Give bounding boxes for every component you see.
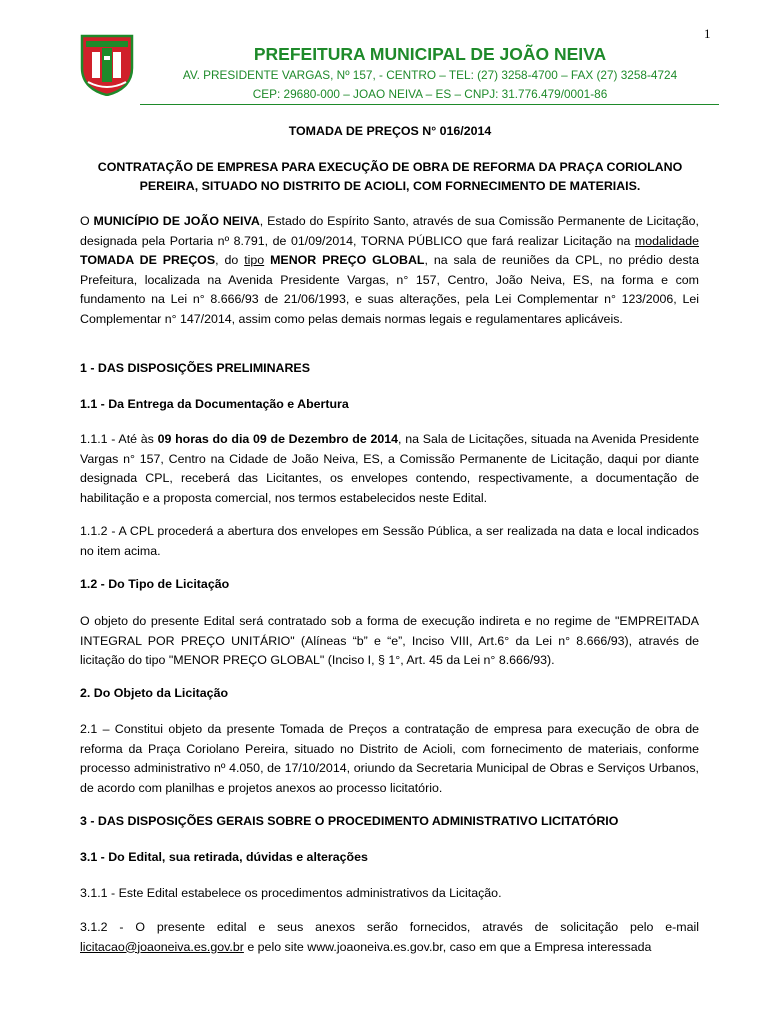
- header-divider: [140, 104, 719, 105]
- intro-paragraph: O MUNICÍPIO DE JOÃO NEIVA, Estado do Espírito Santo, através de sua Comissão Permanente de Licitação, designada pela Portaria nº 8.791, de 01/09/2014, TORNA PÚBLICO que fará realizar Licitação na modalidade TOMADA DE PREÇOS, do tipo MENOR PREÇO GLOBAL, na sala de reuniões da CPL, no prédio desta Prefeitura, localizada na Avenida Presidente Vargas, n° 157, Centro, João Neiva, ES, na forma e com fundamento na Lei n° 8.666/93 de 21/06/1993, e suas alterações, pela Lei Complementar n° 123/2006, Lei Complementar n° 147/2014, assim como pelas demais normas legais e regulamentares aplicáveis.: [80, 214, 700, 326]
- section-3-1-heading: 3.1 - Do Edital, sua retirada, dúvidas e alterações: [80, 850, 368, 864]
- email-link[interactable]: licitacao@joaoneiva.es.gov.br: [80, 939, 244, 954]
- municipal-coat-of-arms-logo: [80, 34, 134, 96]
- object-title-line-2: PEREIRA, SITUADO NO DISTRITO DE ACIOLI, COM FORNECIMENTO DE MATERIAIS.: [139, 179, 641, 193]
- section-2-heading: 2. Do Objeto da Licitação: [80, 686, 229, 700]
- municipality-title: PREFEITURA MUNICIPAL DE JOÃO NEIVA: [253, 44, 607, 64]
- paragraph-1-1-2: 1.1.2 - A CPL procederá a abertura dos envelopes em Sessão Pública, a ser realizada na data e local indicados no item acima.: [80, 524, 699, 558]
- section-1-heading: 1 - DAS DISPOSIÇÕES PRELIMINARES: [80, 361, 310, 375]
- page-number: 1: [704, 26, 711, 41]
- paragraph-1-1-1: 1.1.1 - Até às 09 horas do dia 09 de Dezembro de 2014, na Sala de Licitações, situada na Avenida Presidente Vargas n° 157, Centro na Cidade de João Neiva, ES, a Comissão Permanente de Licitação, daqui por diante designada CPL, receberá das Licitantes, os envelopes contendo, respectivamente, a documentação de habilitação e a proposta comercial, nos termos estabelecidos neste Edital.: [80, 432, 699, 505]
- paragraph-3-1-2: 3.1.2 - O presente edital e seus anexos serão fornecidos, através de solicitação pelo e-mail licitacao@joaoneiva.es.gov.br e pelo site www.joaoneiva.es.gov.br, caso em que a Empresa interessada: [80, 920, 699, 954]
- paragraph-1-2: O objeto do presente Edital será contratado sob a forma de execução indireta e no regime de "EMPREITADA INTEGRAL POR PREÇO UNITÁRIO" (Alíneas “b” e “e”, Inciso VIII, Art.6° da Lei n° 8.666/93), através de licitação do tipo "MENOR PREÇO GLOBAL" (Inciso I, § 1°, Art. 45 da Lei n° 8.666/93).: [80, 614, 699, 667]
- cep-cnpj-line: CEP: 29680-000 – JOAO NEIVA – ES – CNPJ: 31.776.479/0001-86: [252, 87, 608, 101]
- document-title: TOMADA DE PREÇOS N° 016/2014: [288, 124, 492, 138]
- object-title-line-1: CONTRATAÇÃO DE EMPRESA PARA EXECUÇÃO DE OBRA DE REFORMA DA PRAÇA CORIOLANO: [97, 160, 683, 174]
- section-3-heading: 3 - DAS DISPOSIÇÕES GERAIS SOBRE O PROCEDIMENTO ADMINISTRATIVO LICITATÓRIO: [80, 814, 619, 828]
- section-1-1-heading: 1.1 - Da Entrega da Documentação e Abertura: [80, 397, 349, 411]
- paragraph-2-1: 2.1 – Constitui objeto da presente Tomada de Preços a contratação de empresa para execução de obra de reforma da Praça Coriolano Pereira, situado no Distrito de Acioli, com fornecimento de materiais, conforme processo administrativo nº 4.050, de 17/10/2014, oriundo da Secretaria Municipal de Obras e Serviços Urbanos, de acordo com planilhas e projetos anexos ao processo licitatório.: [80, 722, 699, 795]
- section-1-2-heading: 1.2 - Do Tipo de Licitação: [80, 577, 230, 591]
- address-line: AV. PRESIDENTE VARGAS, Nº 157, - CENTRO – TEL: (27) 3258-4700 – FAX (27) 3258-4724: [182, 68, 678, 82]
- paragraph-3-1-1: 3.1.1 - Este Edital estabelece os procedimentos administrativos da Licitação.: [80, 886, 502, 900]
